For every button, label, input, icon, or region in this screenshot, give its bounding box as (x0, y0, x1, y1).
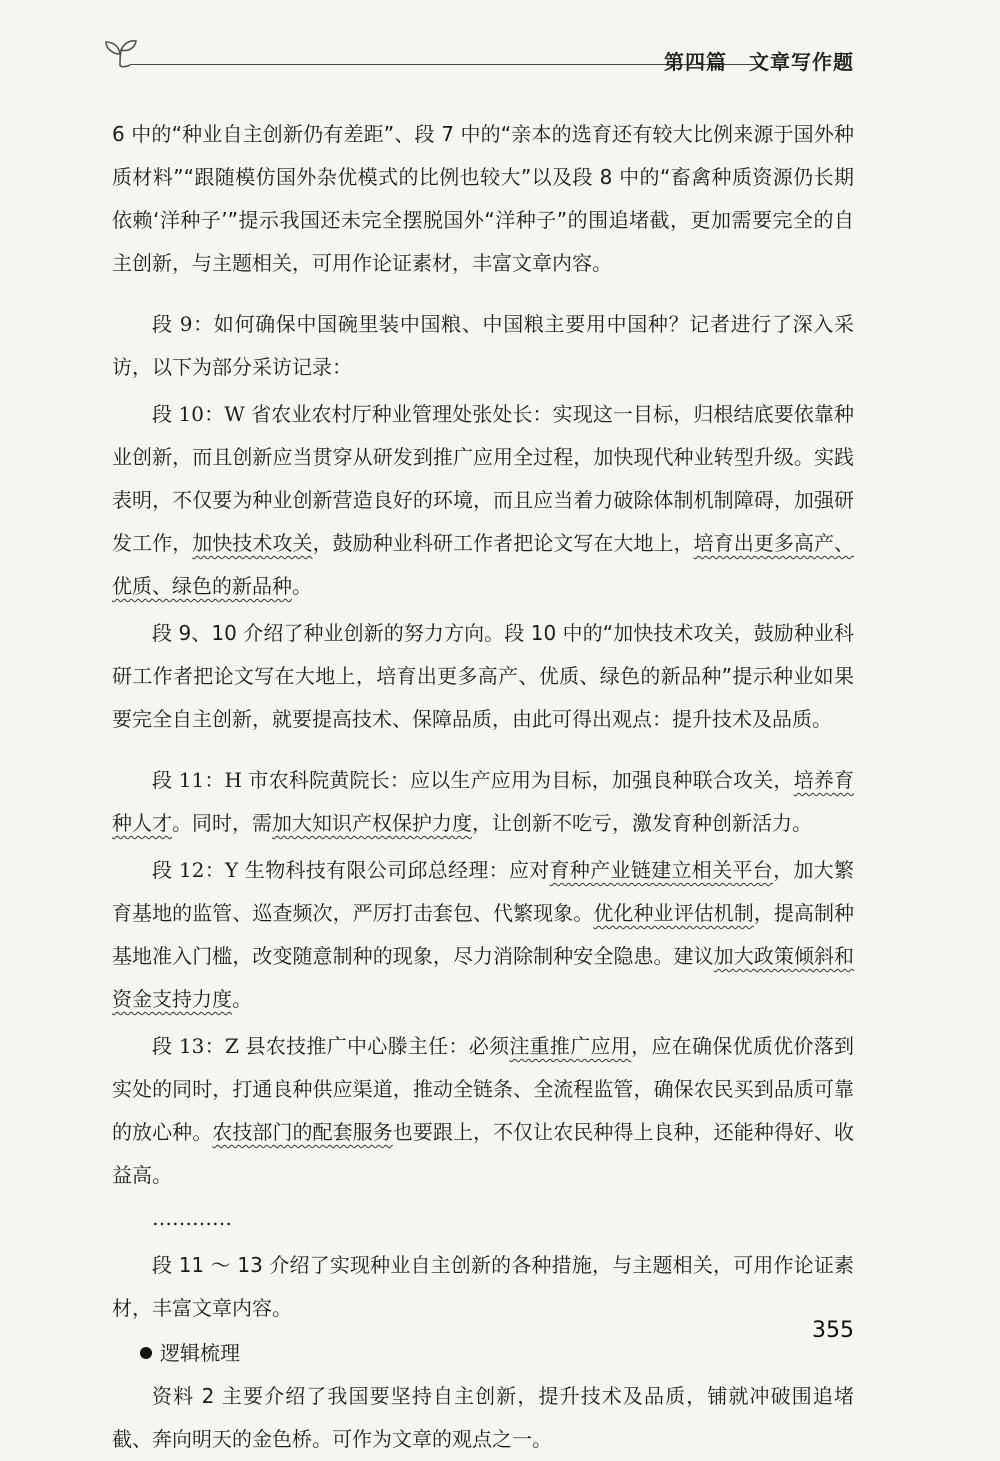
wavy-underline: 培养育种人才 (112, 768, 855, 835)
paragraph-segment-13 (112, 1025, 854, 1197)
paragraph-segment-10 (112, 393, 854, 608)
paragraph-segment-9: 段 9：如何确保中国碗里装中国粮、中国粮主要用中国种？记者进行了深入采访，以下为部分采访记录： (112, 312, 854, 379)
text-run: ，加大繁育基地的监管、巡查频次，严厉打击套包、代繁现象。 (112, 858, 854, 925)
paragraph-summary: 资料 2 主要介绍了我国要坚持自主创新，提升技术及品质，铺就冲破围追堵截、奔向明天的金色桥。可作为文章的观点之一。 (112, 1384, 854, 1451)
wavy-underline: 农技部门的配套服务 (212, 1120, 393, 1144)
text-run: 也要跟上，不仅让农民种得上良种，还能种得好、收益高。 (112, 1120, 855, 1187)
header-part: 第四篇 (664, 50, 727, 74)
ellipsis-line: ………… (152, 1206, 232, 1230)
text-run: ，让创新不吃亏，激发育种创新活力。 (472, 811, 812, 835)
wavy-underline: 加大知识产权保护力度 (272, 811, 472, 835)
text-run: ，提高制种基地准入门槛，改变随意制种的现象，尽力消除制种安全隐患。建议 (112, 901, 855, 968)
header-section: 文章写作题 (749, 50, 854, 74)
paragraph-analysis-2: 段 9、10 介绍了种业创新的努力方向。段 10 中的“加快技术攻关，鼓励种业科研工作者把论文写在大地上，培育出更多高产、优质、绿色的新品种”提示种业如果要完全自主创新，就要提高技术、保障品质，由此可得出观点：提升技术及品质。 (112, 621, 854, 731)
page-number: 355 (812, 1318, 854, 1343)
text-run: 段 11：H 市农科院黄院长：应以生产应用为目标，加强良种联合攻关， (152, 768, 794, 792)
text-run: 。 (232, 987, 252, 1011)
paragraph-analysis-3: 段 11 ～ 13 介绍了实现种业自主创新的各种措施，与主题相关，可用作论证素材，丰富文章内容。 (112, 1253, 854, 1320)
paragraph-analysis-1: 6 中的“种业自主创新仍有差距”、段 7 中的“亲本的选育还有较大比例来源于国外种质材料”“跟随模仿国外杂优模式的比例也较大”以及段 8 中的“畜禽种质资源仍长期依赖‘洋种子’”提示我国还未完全摆脱国外“洋种子”的围追堵截，更加需要完全的自主创新，与主题相关，可用作论证素材，丰富文章内容。 (112, 122, 854, 275)
wavy-underline: 注重推广应用 (509, 1034, 632, 1058)
bullet-icon (140, 1347, 152, 1359)
running-header (100, 36, 854, 86)
page-content (112, 113, 854, 1461)
text-run: 。同时，需 (172, 811, 272, 835)
text-run: ，应在确保优质优价落到实处的同时，打通良种供应渠道，推动全链条、全流程监管，确保农民买到品质可靠的放心种。 (112, 1034, 855, 1144)
wavy-underline: 培育出更多高产、优质、绿色的新品种 (112, 531, 855, 598)
text-run: ，鼓励种业科研工作者把论文写在大地上， (312, 531, 694, 555)
section-heading-label: 逻辑梳理 (160, 1341, 240, 1365)
wavy-underline: 加大政策倾斜和资金支持力度 (112, 944, 855, 1011)
text-run: 段 12：Y 生物科技有限公司邱总经理：应对 (152, 858, 550, 882)
wavy-underline: 加快技术攻关 (192, 531, 313, 555)
wavy-underline: 育种产业链建立相关平台 (549, 858, 774, 882)
paragraph-segment-11 (112, 759, 854, 845)
text-run: 段 13：Z 县农技推广中心滕主任：必须 (152, 1034, 510, 1058)
text-run: 。 (292, 574, 312, 598)
text-run: 段 10：W 省农业农村厅种业管理处张处长：实现这一目标，归根结底要依靠种业创新，而且创新应当贯穿从研发到推广应用全过程，加快现代种业转型升级。实践表明，不仅要为种业创新营造良好的环境，而且应当着力破除体制机制障碍，加强研发工作， (112, 402, 854, 555)
paragraph-segment-12 (112, 849, 854, 1021)
header-title (664, 46, 854, 75)
wavy-underline: 优化种业评估机制 (593, 901, 754, 925)
section-heading-logic (112, 1332, 854, 1375)
